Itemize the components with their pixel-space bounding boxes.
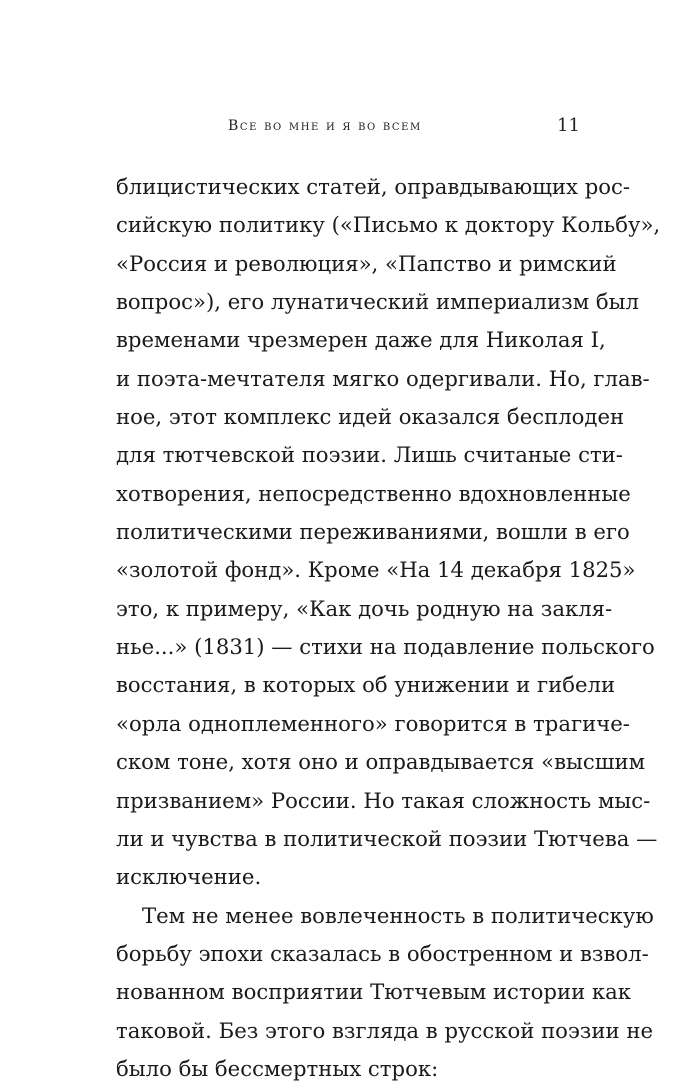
- text-line: «золотой фонд». Кроме «На 14 декабря 1825»: [116, 557, 636, 583]
- text-line: борьбу эпохи сказалась в обостренном и взвол-: [116, 940, 649, 966]
- text-line: «Россия и революция», «Папство и римский: [116, 250, 617, 276]
- page-number: 11: [557, 115, 580, 136]
- text-line: исключение.: [116, 864, 262, 890]
- text-line: призванием» России. Но такая сложность мыс-: [116, 787, 651, 813]
- text-line: для тютчевской поэзии. Лишь считаные сти-: [116, 442, 623, 468]
- text-line: Тем не менее вовлеченность в политическую: [142, 902, 654, 928]
- body-text: [116, 168, 661, 1088]
- text-line: хотворения, непосредственно вдохновленные: [116, 480, 631, 506]
- paragraph: [116, 168, 661, 897]
- page-header: [0, 115, 700, 142]
- text-line: ли и чувства в политической поэзии Тютчева —: [116, 825, 658, 851]
- text-line: временами чрезмерен даже для Николая I,: [116, 327, 606, 353]
- text-line: политическими переживаниями, вошли в его: [116, 519, 630, 545]
- running-title: Все во мне и я во всем: [228, 118, 422, 134]
- text-line: ное, этот комплекс идей оказался бесплоден: [116, 404, 625, 430]
- text-line: блицистических статей, оправдывающих рос-: [116, 174, 631, 199]
- text-line: сийскую политику («Письмо к доктору Кольбу»,: [116, 212, 661, 238]
- text-line: нье...» (1831) — стихи на подавление польского: [116, 634, 655, 660]
- text-line: и поэта-мечтателя мягко одергивали. Но, глав-: [116, 365, 650, 391]
- text-line: было бы бессмертных строк:: [116, 1055, 439, 1081]
- text-line: таковой. Без этого взгляда в русской поэзии не: [116, 1017, 654, 1043]
- text-line: «орла одноплеменного» говорится в трагиче-: [116, 710, 630, 736]
- text-line: нованном восприятии Тютчевым истории как: [116, 979, 632, 1005]
- text-line: это, к примеру, «Как дочь родную на закля-: [116, 595, 613, 621]
- text-line: восстания, в которых об унижении и гибели: [116, 672, 616, 698]
- paragraph: [116, 897, 654, 1088]
- text-line: ском тоне, хотя оно и оправдывается «высшим: [116, 749, 646, 775]
- text-line: вопрос»), его лунатический империализм был: [116, 289, 639, 315]
